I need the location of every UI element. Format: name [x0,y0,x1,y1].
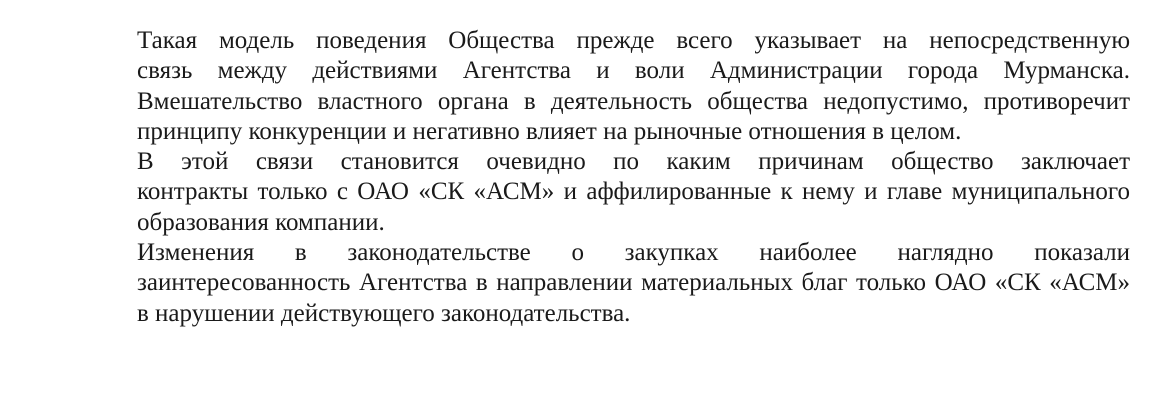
text-line: в нарушении действующего законодательства. [137,299,631,327]
paragraph-2 [62,147,1130,238]
text-line: Вмешательство властного органа в деятельность общества недопустимо, противоречит [137,87,1130,115]
text-line: заинтересованность Агентства в направлении материальных благ только ОАО «СК «АСМ» [137,269,1130,297]
paragraph-1 [62,26,1130,147]
text-line: принципу конкуренции и негативно влияет на рыночные отношения в целом. [137,117,962,145]
text-line: В этой связи становится очевидно по каким причинам общество заключает [137,148,1130,176]
text-line: Такая модель поведения Общества прежде всего указывает на непосредственную [137,27,1130,54]
text-line: Изменения в законодательстве о закупках наиболее наглядно показали [137,239,1130,267]
paragraph-3 [62,238,1130,329]
document-body [62,26,1130,329]
text-line: контракты только с ОАО «СК «АСМ» и аффилированные к нему и главе муниципального [137,178,1130,206]
text-line: образования компании. [137,208,385,236]
text-line: связь между действиями Агентства и воли Администрации города Мурманска. [137,57,1130,85]
